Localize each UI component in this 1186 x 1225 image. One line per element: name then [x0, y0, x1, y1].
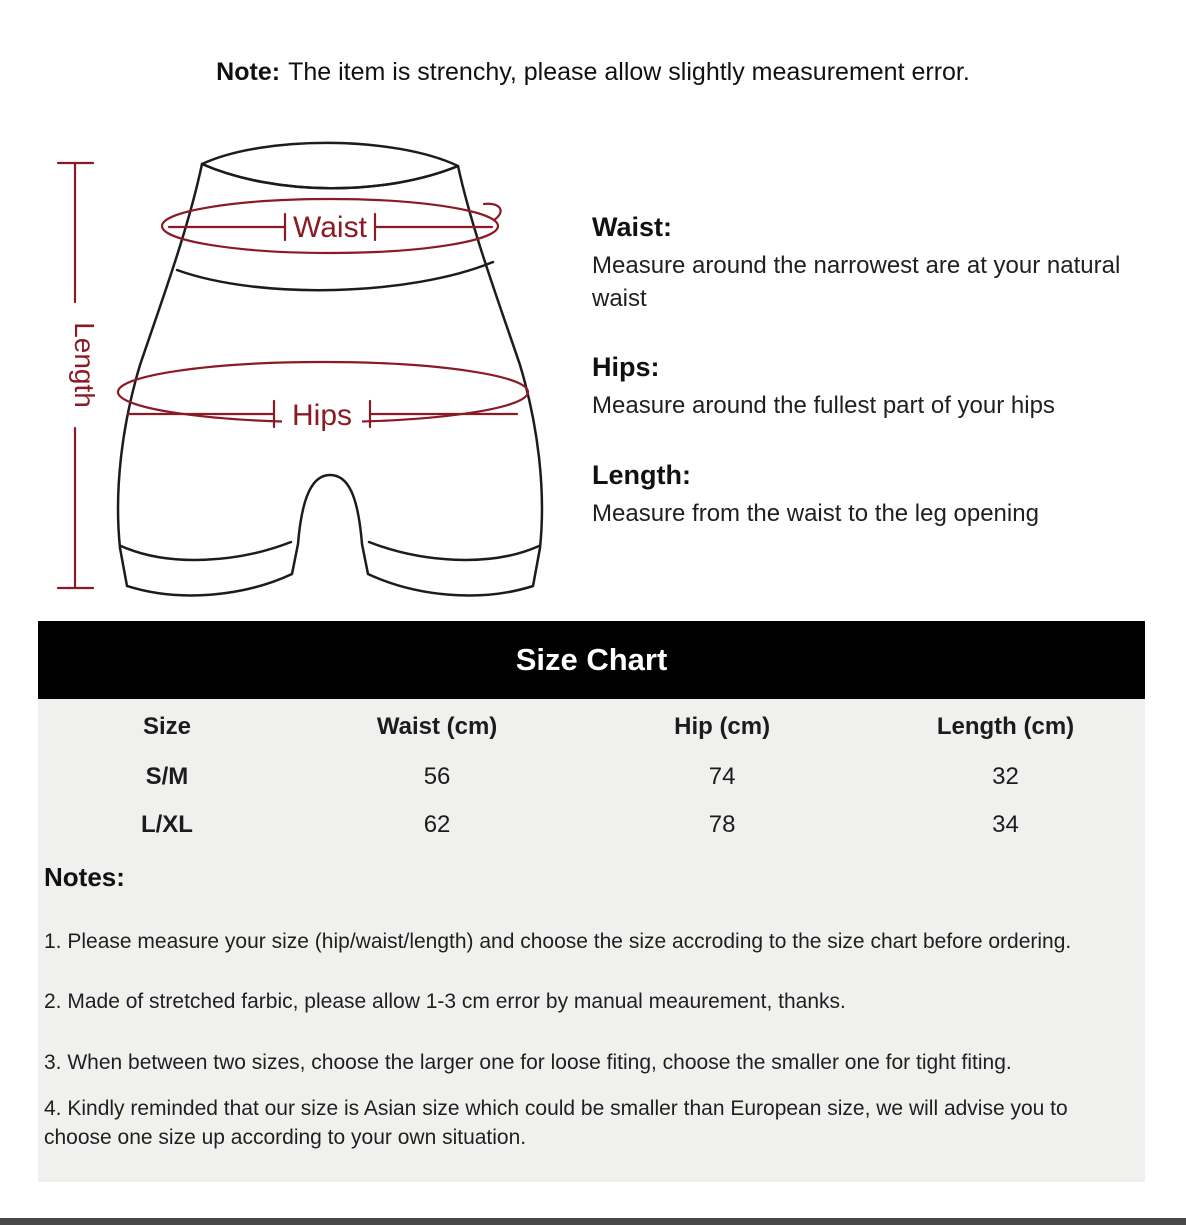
guide-length-term: Length: [592, 460, 691, 490]
left-cuff-seam [121, 542, 291, 560]
cell-hip: 78 [708, 811, 736, 838]
guide-waist-desc: Measure around the narrowest are at your natural waist [592, 252, 1121, 312]
length-label: Length [69, 322, 100, 408]
guide-hips [592, 352, 1147, 422]
note-label: Note: [216, 58, 281, 86]
size-table-header [38, 707, 1145, 747]
guide-waist [592, 212, 1147, 315]
guide-hips-term: Hips: [592, 352, 660, 382]
note-item-3: 3. When between two sizes, choose the larger one for loose fiting, choose the smaller one for tight fiting. [44, 1051, 1012, 1074]
guide-length [592, 460, 1147, 530]
cell-waist: 62 [423, 811, 451, 838]
cell-length: 32 [992, 763, 1019, 790]
col-hip: Hip (cm) [674, 713, 771, 740]
waistband-seam [177, 262, 493, 290]
stretch-note [0, 58, 1186, 87]
notes-heading: Notes: [44, 862, 125, 892]
size-chart-section [38, 621, 1145, 1182]
size-chart-title: Size Chart [38, 621, 1145, 699]
note-text: The item is strenchy, please allow slightly measurement error. [288, 58, 970, 86]
table-row [38, 805, 1145, 845]
bottom-edge-bar [0, 1218, 1186, 1225]
size-chart-body [38, 699, 1145, 1182]
note-item-4: 4. Kindly reminded that our size is Asian size which could be smaller than European size, we will advise you to choose one size up according to your own situation. [44, 1097, 1068, 1149]
note-item-2: 2. Made of stretched farbic, please allow 1-3 cm error by manual meaurement, thanks. [44, 990, 846, 1013]
col-waist: Waist (cm) [376, 713, 498, 740]
cell-length: 34 [992, 811, 1019, 838]
cell-size: L/XL [140, 811, 193, 838]
guide-length-desc: Measure from the waist to the leg opening [592, 500, 1039, 527]
col-length: Length (cm) [936, 713, 1075, 740]
cell-waist: 56 [423, 763, 451, 790]
col-size: Size [142, 713, 191, 740]
guide-waist-term: Waist: [592, 212, 672, 242]
hips-label: Hips [291, 399, 353, 432]
guide-hips-desc: Measure around the fullest part of your hips [592, 392, 1055, 419]
waistband-opening [202, 143, 458, 188]
cell-size: S/M [145, 763, 189, 790]
note-item-1: 1. Please measure your size (hip/waist/length) and choose the size accroding to the size chart before ordering. [44, 930, 1072, 953]
table-row [38, 757, 1145, 797]
cell-hip: 74 [708, 763, 736, 790]
shorts-measurement-diagram [30, 130, 570, 610]
waist-label: Waist [293, 211, 367, 244]
right-cuff-seam [369, 542, 539, 560]
waist-ellipse-curl [484, 204, 501, 220]
